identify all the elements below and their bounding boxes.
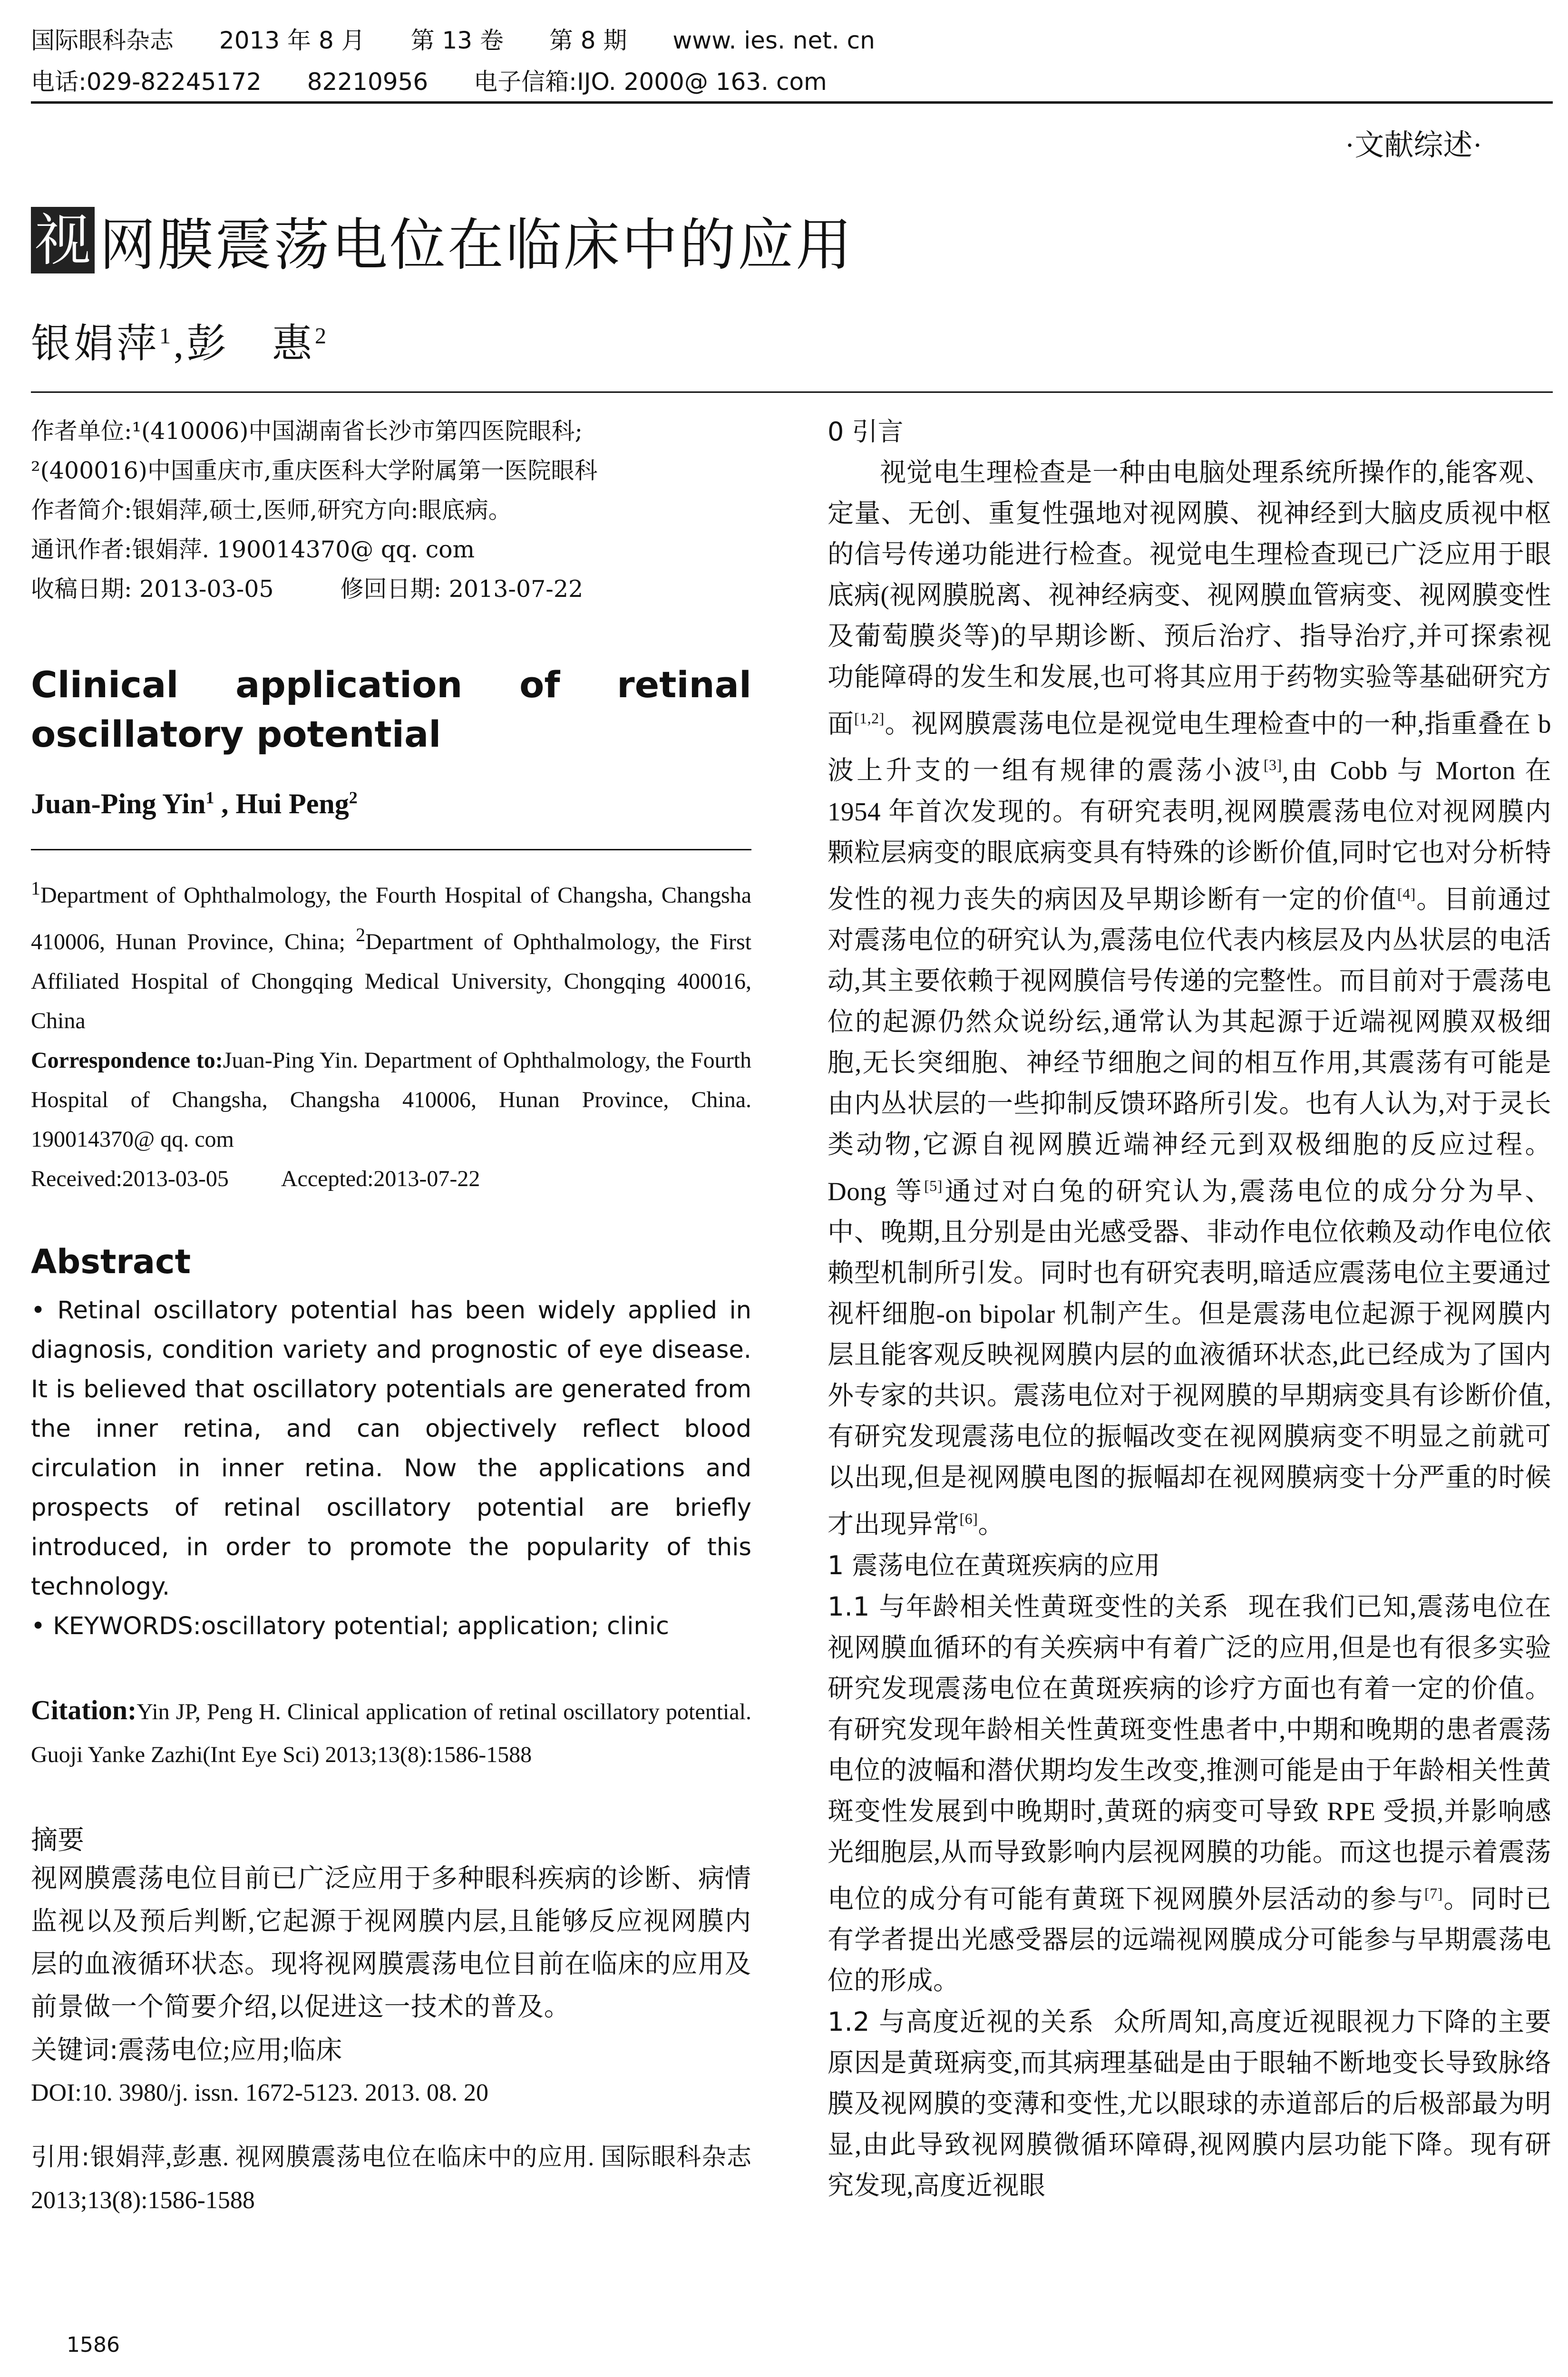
author-unit-2: ²(400016)中国重庆市,重庆医科大学附属第一医院眼科 [31, 457, 598, 484]
chinese-abstract-text: 视网膜震荡电位目前已广泛应用于多种眼科疾病的诊断、病情监视以及预后判断,它起源于视网膜内层,且能够反应视网膜内层的血液循环状态。现将视网膜震荡电位目前在临床的应用及前景做一个简要介绍,以促进这一技术的普及。 [31, 1864, 751, 2021]
author-1: 银娟萍 [31, 322, 160, 366]
citation-label: Citation: [31, 1695, 137, 1725]
correspondence-label: Correspondence to: [31, 1048, 223, 1073]
page-number: 1586 [67, 2333, 120, 2357]
doi: DOI:10. 3980/j. issn. 1672-5123. 2013. 08. 20 [31, 2079, 488, 2106]
english-title: Clinical application of retinal oscillatory potential [31, 663, 751, 755]
chinese-keywords-label: 关键词: [31, 2035, 118, 2065]
author-line [31, 312, 329, 369]
english-authors [31, 788, 751, 820]
issue-date: 2013 年 8 月 [219, 27, 365, 54]
author-sep: , [174, 322, 187, 366]
author-2-sup: 2 [315, 323, 330, 349]
english-authors-rule [31, 849, 751, 850]
author-2: 彭 惠 [186, 322, 315, 366]
en-received: Received:2013-03-05 [31, 1166, 229, 1191]
author-1-sup: 1 [159, 323, 174, 349]
intro-paragraph: 视觉电生理检查是一种由电脑处理系统所操作的,能客观、定量、无创、重复性强地对视网膜、视神经到大脑皮质视中枢的信号传递功能进行检查。视觉电生理检查现已广泛应用于眼底病(视网膜脱离、视神经病变、视网膜血管病变、视网膜变性及葡萄膜炎等)的早期诊断、预后治疗、指导治疗,并可探索视功能障碍的发生和发展,也可将其应用于药物实验等基础研究方面[1,2]。视网膜震荡电位是视觉电生理检查中的一种,指重叠在 b 波上升支的一组有规律的震荡小波[3],由 Cobb 与 Morton 在 1954 年首次发现的。有研究表明,视网膜震荡电位对视网膜内颗粒层病变的眼底病变具有特殊的诊断价值,同时它也对分析特发性的视力丧失的病因及早期诊断有一定的价值[4]。目前通过对震荡电位的研究认为,震荡电位代表内核层及内丛状层的电活动,其主要依赖于视网膜信号传递的完整性。而目前对于震荡电位的起源仍然众说纷纭,通常认为其起源于近端视网膜双极细胞,无长突细胞、神经节细胞之间的相互作用,其震荡有可能是由内丛状层的一些抑制反馈环路所引发。也有人认为,对于灵长类动物,它源自视网膜近端神经元到双极细胞的反应过程。Dong 等[5]通过对白兔的研究认为,震荡电位的成分分为早、中、晚期,且分别是由光感受器、非动作电位依赖及动作电位依赖型机制所引发。同时也有研究表明,暗适应震荡电位主要通过视杆细胞-on bipolar 机制产生。但是震荡电位起源于视网膜内层且能客观反映视网膜内层的血液循环状态,此已经成为了国内外专家的共识。震荡电位对于视网膜的早期病变具有诊断价值,有研究发现震荡电位的振幅改变在视网膜病变不明显之前就可以出现,但是视网膜电图的振幅却在视网膜病变十分严重的时候才出现异常[6]。 [828, 458, 1551, 1539]
english-keywords: • KEYWORDS:oscillatory potential; application; clinic [31, 1612, 669, 1640]
dates-line [31, 569, 751, 609]
citation-text: Yin JP, Peng H. Clinical application of retinal oscillatory potential. Guoji Yanke Zazhi(Int Eye Sci) 2013;13(8):1586-1588 [31, 1699, 751, 1767]
ref-4: [4] [1397, 885, 1416, 902]
correspondence-text: Juan-Ping Yin. Department of Ophthalmology, the Fourth Hospital of Changsha, Changsha 410006, Hunan Province, China. 190014370@ qq. com [31, 1048, 751, 1152]
title-text: 网膜震荡电位在临床中的应用 [99, 212, 854, 278]
chinese-keywords-text: 震荡电位;应用;临床 [118, 2036, 342, 2065]
en-author-sep: , [214, 788, 236, 819]
chinese-citation-text: 银娟萍,彭惠. 视网膜震荡电位在临床中的应用. 国际眼科杂志 2013;13(8):1586-1588 [31, 2144, 751, 2214]
affil-2: Department of Ophthalmology, the First Affiliated Hospital of Chongqing Medical University, Chongqing 400016, China [31, 929, 751, 1033]
email: 电子信箱:IJO. 2000@ 163. com [474, 68, 827, 96]
issue: 第 8 期 [549, 27, 627, 54]
affil-sup-2: 2 [356, 924, 366, 945]
chinese-citation [31, 2136, 751, 2222]
chinese-keywords [31, 2028, 751, 2072]
header-rule [31, 101, 1553, 104]
english-citation [31, 1689, 751, 1776]
volume: 第 13 卷 [410, 27, 504, 54]
chinese-abstract-heading: 摘要 [31, 1825, 84, 1856]
right-column [828, 411, 1551, 2206]
journal-website: www. ies. net. cn [672, 27, 875, 54]
author-unit-1: 作者单位:¹(410006)中国湖南省长沙市第四医院眼科; [31, 418, 583, 445]
en-author-2: Hui Peng [235, 788, 349, 819]
phone: 电话:029-82245172 [31, 68, 262, 96]
subsection-1-1: 1.1 与年龄相关性黄斑变性的关系 现在我们已知,震荡电位在视网膜血循环的有关疾病中有着广泛的应用,但是也有很多实验研究发现震荡电位在黄斑疾病的诊疗方面也有着一定的价值。有研究发现年龄相关性黄斑变性患者中,中期和晚期的患者震荡电位的波幅和潜伏期均发生改变,推测可能是由于年龄相关性黄斑变性发展到中晚期时,黄斑的病变可导致 RPE 受损,并影响感光细胞层,从而导致影响内层视网膜的功能。而这也提示着震荡电位的成分有可能有黄斑下视网膜外层活动的参与[7]。同时已有学者提出光感受器层的远端视网膜成分可能参与早期震荡电位的形成。 [828, 1591, 1551, 1995]
journal-header-line2 [31, 63, 865, 97]
subsection-1-2-heading: 1.2 与高度近视的关系 [828, 2006, 1095, 2037]
subsection-1-1-heading: 1.1 与年龄相关性黄斑变性的关系 [828, 1591, 1229, 1622]
en-accepted: Accepted:2013-07-22 [281, 1166, 480, 1191]
section-tag: ·文献综述· [1344, 129, 1482, 162]
received-date: 收稿日期: 2013-03-05 [31, 575, 274, 603]
author-bio: 作者简介:银娟萍,硕士,医师,研究方向:眼底病。 [31, 497, 512, 524]
ref-5: [5] [924, 1177, 943, 1194]
subsection-1-2: 1.2 与高度近视的关系 众所周知,高度近视眼视力下降的主要原因是黄斑病变,而其病理基础是由于眼轴不断地变长导致脉络膜及视网膜的变薄和变性,尤以眼球的赤道部后的后极部最为明显,由此导致视网膜微循环障碍,视网膜内层功能下降。现有研究发现,高度近视眼 [828, 2006, 1551, 2200]
en-author-1: Juan-Ping Yin [31, 788, 206, 819]
journal-header-line1 [31, 21, 913, 56]
section-0-heading: 0 引言 [828, 417, 904, 447]
chinese-citation-label: 引用: [31, 2143, 90, 2172]
ref-7: [7] [1424, 1884, 1443, 1902]
affil-sup-1: 1 [31, 877, 40, 899]
corresponding-author: 通讯作者:银娟萍. 190014370@ qq. com [31, 536, 475, 563]
authors-rule [31, 391, 1553, 393]
left-column [31, 411, 751, 2222]
abstract-heading: Abstract [31, 1242, 191, 1281]
ref-6: [6] [959, 1510, 978, 1528]
journal-name: 国际眼科杂志 [31, 27, 174, 54]
section-1-heading: 1 震荡电位在黄斑疾病的应用 [828, 1550, 1160, 1580]
revised-date: 修回日期: 2013-07-22 [340, 575, 584, 603]
ref-1-2: [1,2] [854, 710, 885, 727]
affil-1: Department of Ophthalmology, the Fourth Hospital of Changsha, Changsha 410006, Hunan Province, China; [31, 883, 751, 955]
phone2: 82210956 [307, 68, 429, 96]
en-author-2-sup: 2 [349, 788, 358, 807]
title-first-char: 视 [31, 207, 95, 273]
abstract-text: • Retinal oscillatory potential has been widely applied in diagnosis, condition variety and prognostic of eye disease. It is believed that oscillatory potentials are generated from the inner retina, and can objectively reflect blood circulation in inner retina. Now the applications and prospects of retinal oscillatory potential are briefly introduced, in order to promote the popularity of this technology. [31, 1296, 751, 1601]
english-affiliation [31, 868, 751, 1198]
ref-3: [3] [1263, 756, 1282, 774]
en-author-1-sup: 1 [205, 788, 214, 807]
article-title [31, 200, 854, 281]
